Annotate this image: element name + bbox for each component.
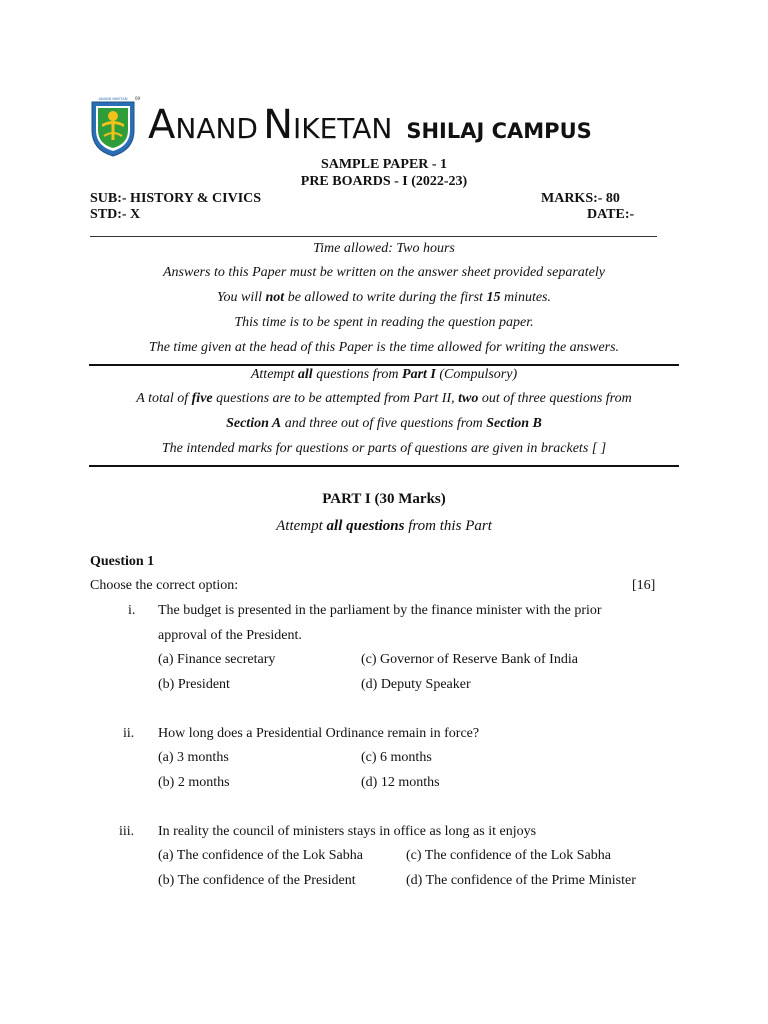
school-header <box>86 92 686 162</box>
option-b: (b) The confidence of the President <box>158 873 356 888</box>
school-name <box>148 102 592 148</box>
rule-line-1: Attempt all questions from Part I (Compulsory) <box>250 367 518 382</box>
item-number: iii. <box>119 824 135 839</box>
option-d: (d) The confidence of the Prime Minister <box>406 873 636 888</box>
item-number: i. <box>128 603 136 618</box>
school-logo-icon <box>88 94 141 158</box>
instruction-line-3: This time is to be spent in reading the question paper. <box>234 315 534 330</box>
item-number: ii. <box>123 726 135 741</box>
item-text-continued: approval of the President. <box>158 628 302 643</box>
brand-letter-n: N <box>263 102 293 148</box>
std-label: STD:- X <box>90 207 141 222</box>
option-c: (c) The confidence of the Lok Sabha <box>406 848 611 863</box>
rule-line-3: Section A and three out of five questions from Section B <box>226 416 542 431</box>
option-b: (b) President <box>158 677 230 692</box>
question-marks: [16] <box>632 578 656 593</box>
option-a: (a) Finance secretary <box>158 652 276 667</box>
question-instruction: Choose the correct option: <box>90 578 239 593</box>
time-allowed: Time allowed: Two hours <box>313 241 455 256</box>
section-divider-bottom <box>89 465 679 467</box>
rule-line-2: A total of five questions are to be attempted from Part II, two out of three questions from <box>136 391 632 406</box>
instruction-line-4: The time given at the head of this Paper is the time allowed for writing the answers. <box>148 340 620 355</box>
brand-letter-a: A <box>148 102 176 148</box>
option-d: (d) 12 months <box>361 775 440 790</box>
date-label: DATE:- <box>587 207 635 222</box>
option-d: (d) Deputy Speaker <box>361 677 471 692</box>
option-a: (a) 3 months <box>158 750 229 765</box>
part-subtitle: Attempt all questions from this Part <box>276 518 492 534</box>
rule-line-4: The intended marks for questions or parts of questions are given in brackets [ ] <box>161 441 607 456</box>
header-divider <box>90 236 657 237</box>
logo-mark: 09 <box>135 96 141 101</box>
option-b: (b) 2 months <box>158 775 230 790</box>
option-a: (a) The confidence of the Lok Sabha <box>158 848 363 863</box>
marks-label: MARKS:- 80 <box>541 191 620 206</box>
instruction-line-2: You will not be allowed to write during the first 15 minutes. <box>217 290 551 305</box>
item-text: In reality the council of ministers stays in office as long as it enjoys <box>158 824 537 839</box>
part-title: PART I (30 Marks) <box>322 491 446 507</box>
campus-name: SHILAJ CAMPUS <box>406 119 592 143</box>
section-divider-top <box>89 364 679 366</box>
logo-text: ANAND NIKETAN <box>98 97 128 101</box>
question-heading: Question 1 <box>90 554 155 569</box>
brand-nand: NAND <box>175 112 258 145</box>
option-c: (c) Governor of Reserve Bank of India <box>361 652 578 667</box>
paper-title: SAMPLE PAPER - 1 <box>320 157 448 172</box>
option-c: (c) 6 months <box>361 750 432 765</box>
paper-subtitle: PRE BOARDS - I (2022-23) <box>300 174 468 189</box>
item-text: The budget is presented in the parliament by the finance minister with the prior <box>158 603 602 618</box>
item-text: How long does a Presidential Ordinance remain in force? <box>158 726 480 741</box>
subject-label: SUB:- HISTORY & CIVICS <box>90 191 262 206</box>
instruction-line-1: Answers to this Paper must be written on the answer sheet provided separately <box>163 265 605 280</box>
brand-iketan: IKETAN <box>293 112 393 145</box>
